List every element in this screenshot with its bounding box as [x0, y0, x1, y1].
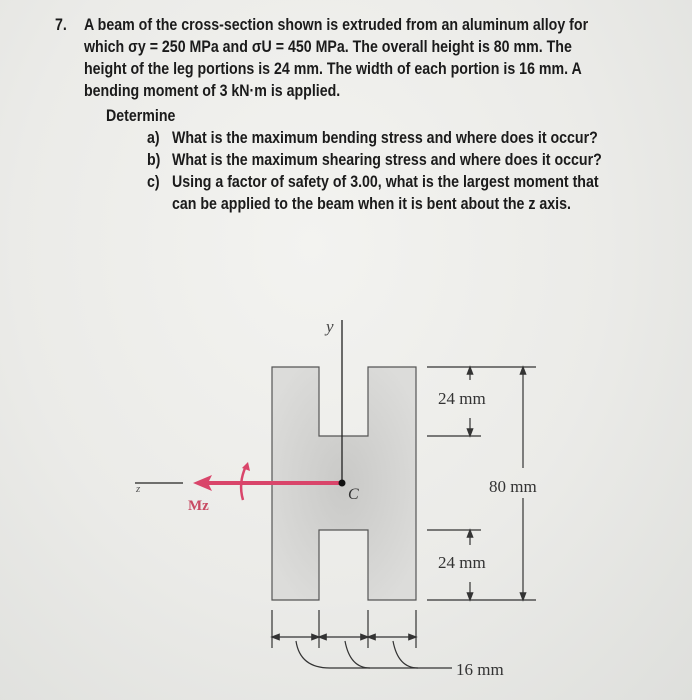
- statement-line-2: which σy = 250 MPa and σU = 450 MPa. The overall height is 80 mm. The: [84, 38, 572, 56]
- dim-width: 16 mm: [456, 660, 504, 679]
- problem-number: 7.: [55, 16, 67, 34]
- question-b-text: What is the maximum shearing stress and where does it occur?: [172, 151, 602, 169]
- dim-leg-bottom: 24 mm: [438, 553, 486, 572]
- question-c-label: c): [147, 173, 160, 191]
- centroid-label: C: [348, 486, 359, 503]
- question-b-label: b): [147, 151, 161, 169]
- y-axis-label: y: [326, 317, 334, 336]
- question-c-continuation: can be applied to the beam when it is bent about the z axis.: [172, 195, 571, 213]
- statement-line-4: bending moment of 3 kN·m is applied.: [84, 82, 341, 100]
- question-a-label: a): [147, 129, 160, 147]
- centroid-dot: [339, 480, 346, 487]
- question-a-text: What is the maximum bending stress and where does it occur?: [172, 129, 598, 147]
- dim-height: 80 mm: [489, 477, 537, 496]
- dim-leg-top: 24 mm: [438, 389, 486, 408]
- question-c-text: Using a factor of safety of 3.00, what is the largest moment that: [172, 173, 599, 191]
- determine-label: Determine: [106, 107, 176, 125]
- statement-line-3: height of the leg portions is 24 mm. The width of each portion is 16 mm. A: [84, 60, 582, 78]
- z-axis-label: z: [136, 483, 141, 495]
- statement-line-1: A beam of the cross-section shown is extruded from an aluminum alloy for: [84, 16, 589, 34]
- moment-label: Mz: [188, 498, 209, 514]
